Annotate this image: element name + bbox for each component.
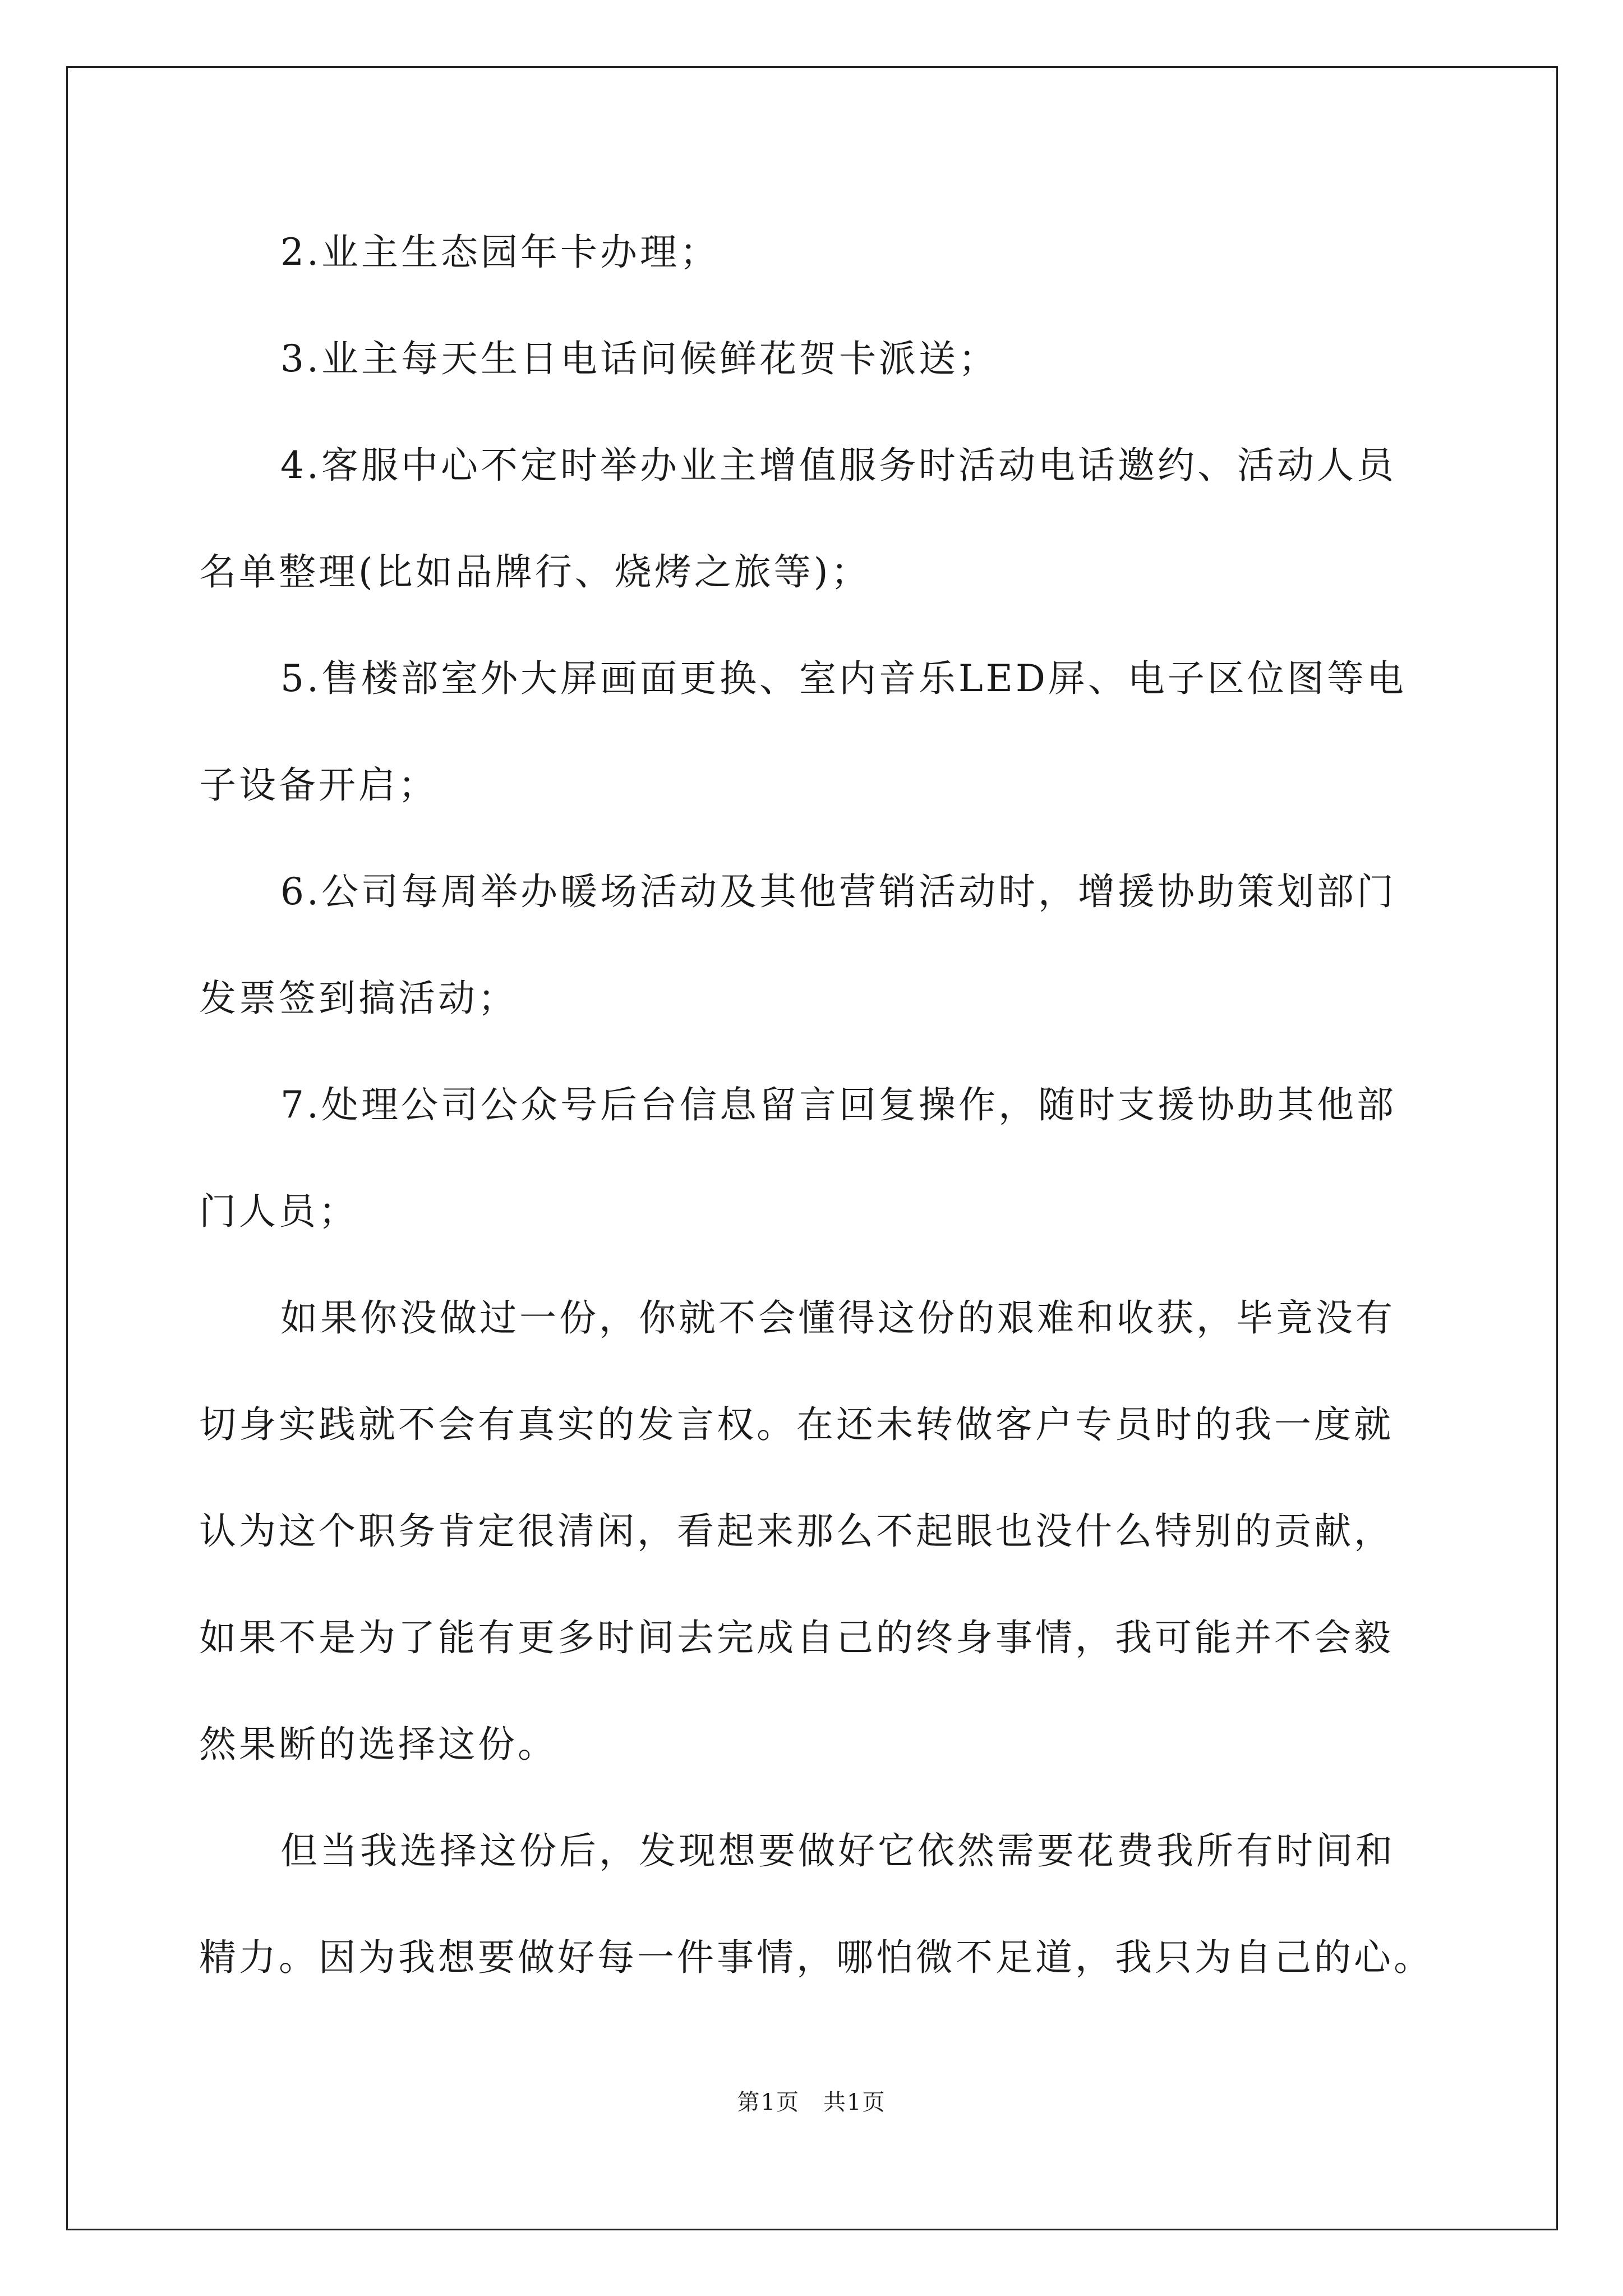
list-item-6-line-1: 6.公司每周举办暖场活动及其他营销活动时，增援协助策划部门: [280, 870, 1396, 913]
page-number-footer: 第1页 共1页: [737, 2090, 886, 2115]
list-item-4-line-2: 名单整理(比如品牌行、烧烤之旅等)；: [199, 550, 871, 593]
list-item-5-line-2: 子设备开启；: [199, 763, 438, 807]
list-item-4-line-1: 4.客服中心不定时举办业主增值服务时活动电话邀约、活动人员: [280, 444, 1396, 487]
paragraph-1-line-5: 然果断的选择这份。: [199, 1723, 557, 1766]
list-item-3: 3.业主每天生日电话问候鲜花贺卡派送；: [280, 337, 998, 380]
list-item-6-line-2: 发票签到搞活动；: [199, 977, 518, 1020]
page-border: [66, 66, 1558, 2230]
paragraph-1-line-4: 如果不是为了能有更多时间去完成自己的终身事情，我可能并不会毅: [199, 1616, 1394, 1659]
paragraph-1-line-3: 认为这个职务肯定很清闲，看起来那么不起眼也没什么特别的贡献，: [199, 1510, 1394, 1553]
list-item-7-line-2: 门人员；: [199, 1190, 358, 1233]
paragraph-2-line-1: 但当我选择这份后，发现想要做好它依然需要花费我所有时间和: [280, 1829, 1395, 1872]
list-item-5-line-1: 5.售楼部室外大屏画面更换、室内音乐LED屏、电子区位图等电: [280, 657, 1407, 700]
paragraph-1-line-2: 切身实践就不会有真实的发言权。在还未转做客户专员时的我一度就: [199, 1403, 1394, 1446]
paragraph-1-line-1: 如果你没做过一份，你就不会懂得这份的艰难和收获，毕竟没有: [280, 1296, 1395, 1340]
list-item-7-line-1: 7.处理公司公众号后台信息留言回复操作，随时支援协助其他部: [280, 1083, 1396, 1126]
list-item-2: 2.业主生态园年卡办理；: [280, 231, 720, 274]
paragraph-2-line-2: 精力。因为我想要做好每一件事情，哪怕微不足道，我只为自己的心。: [199, 1936, 1433, 1979]
